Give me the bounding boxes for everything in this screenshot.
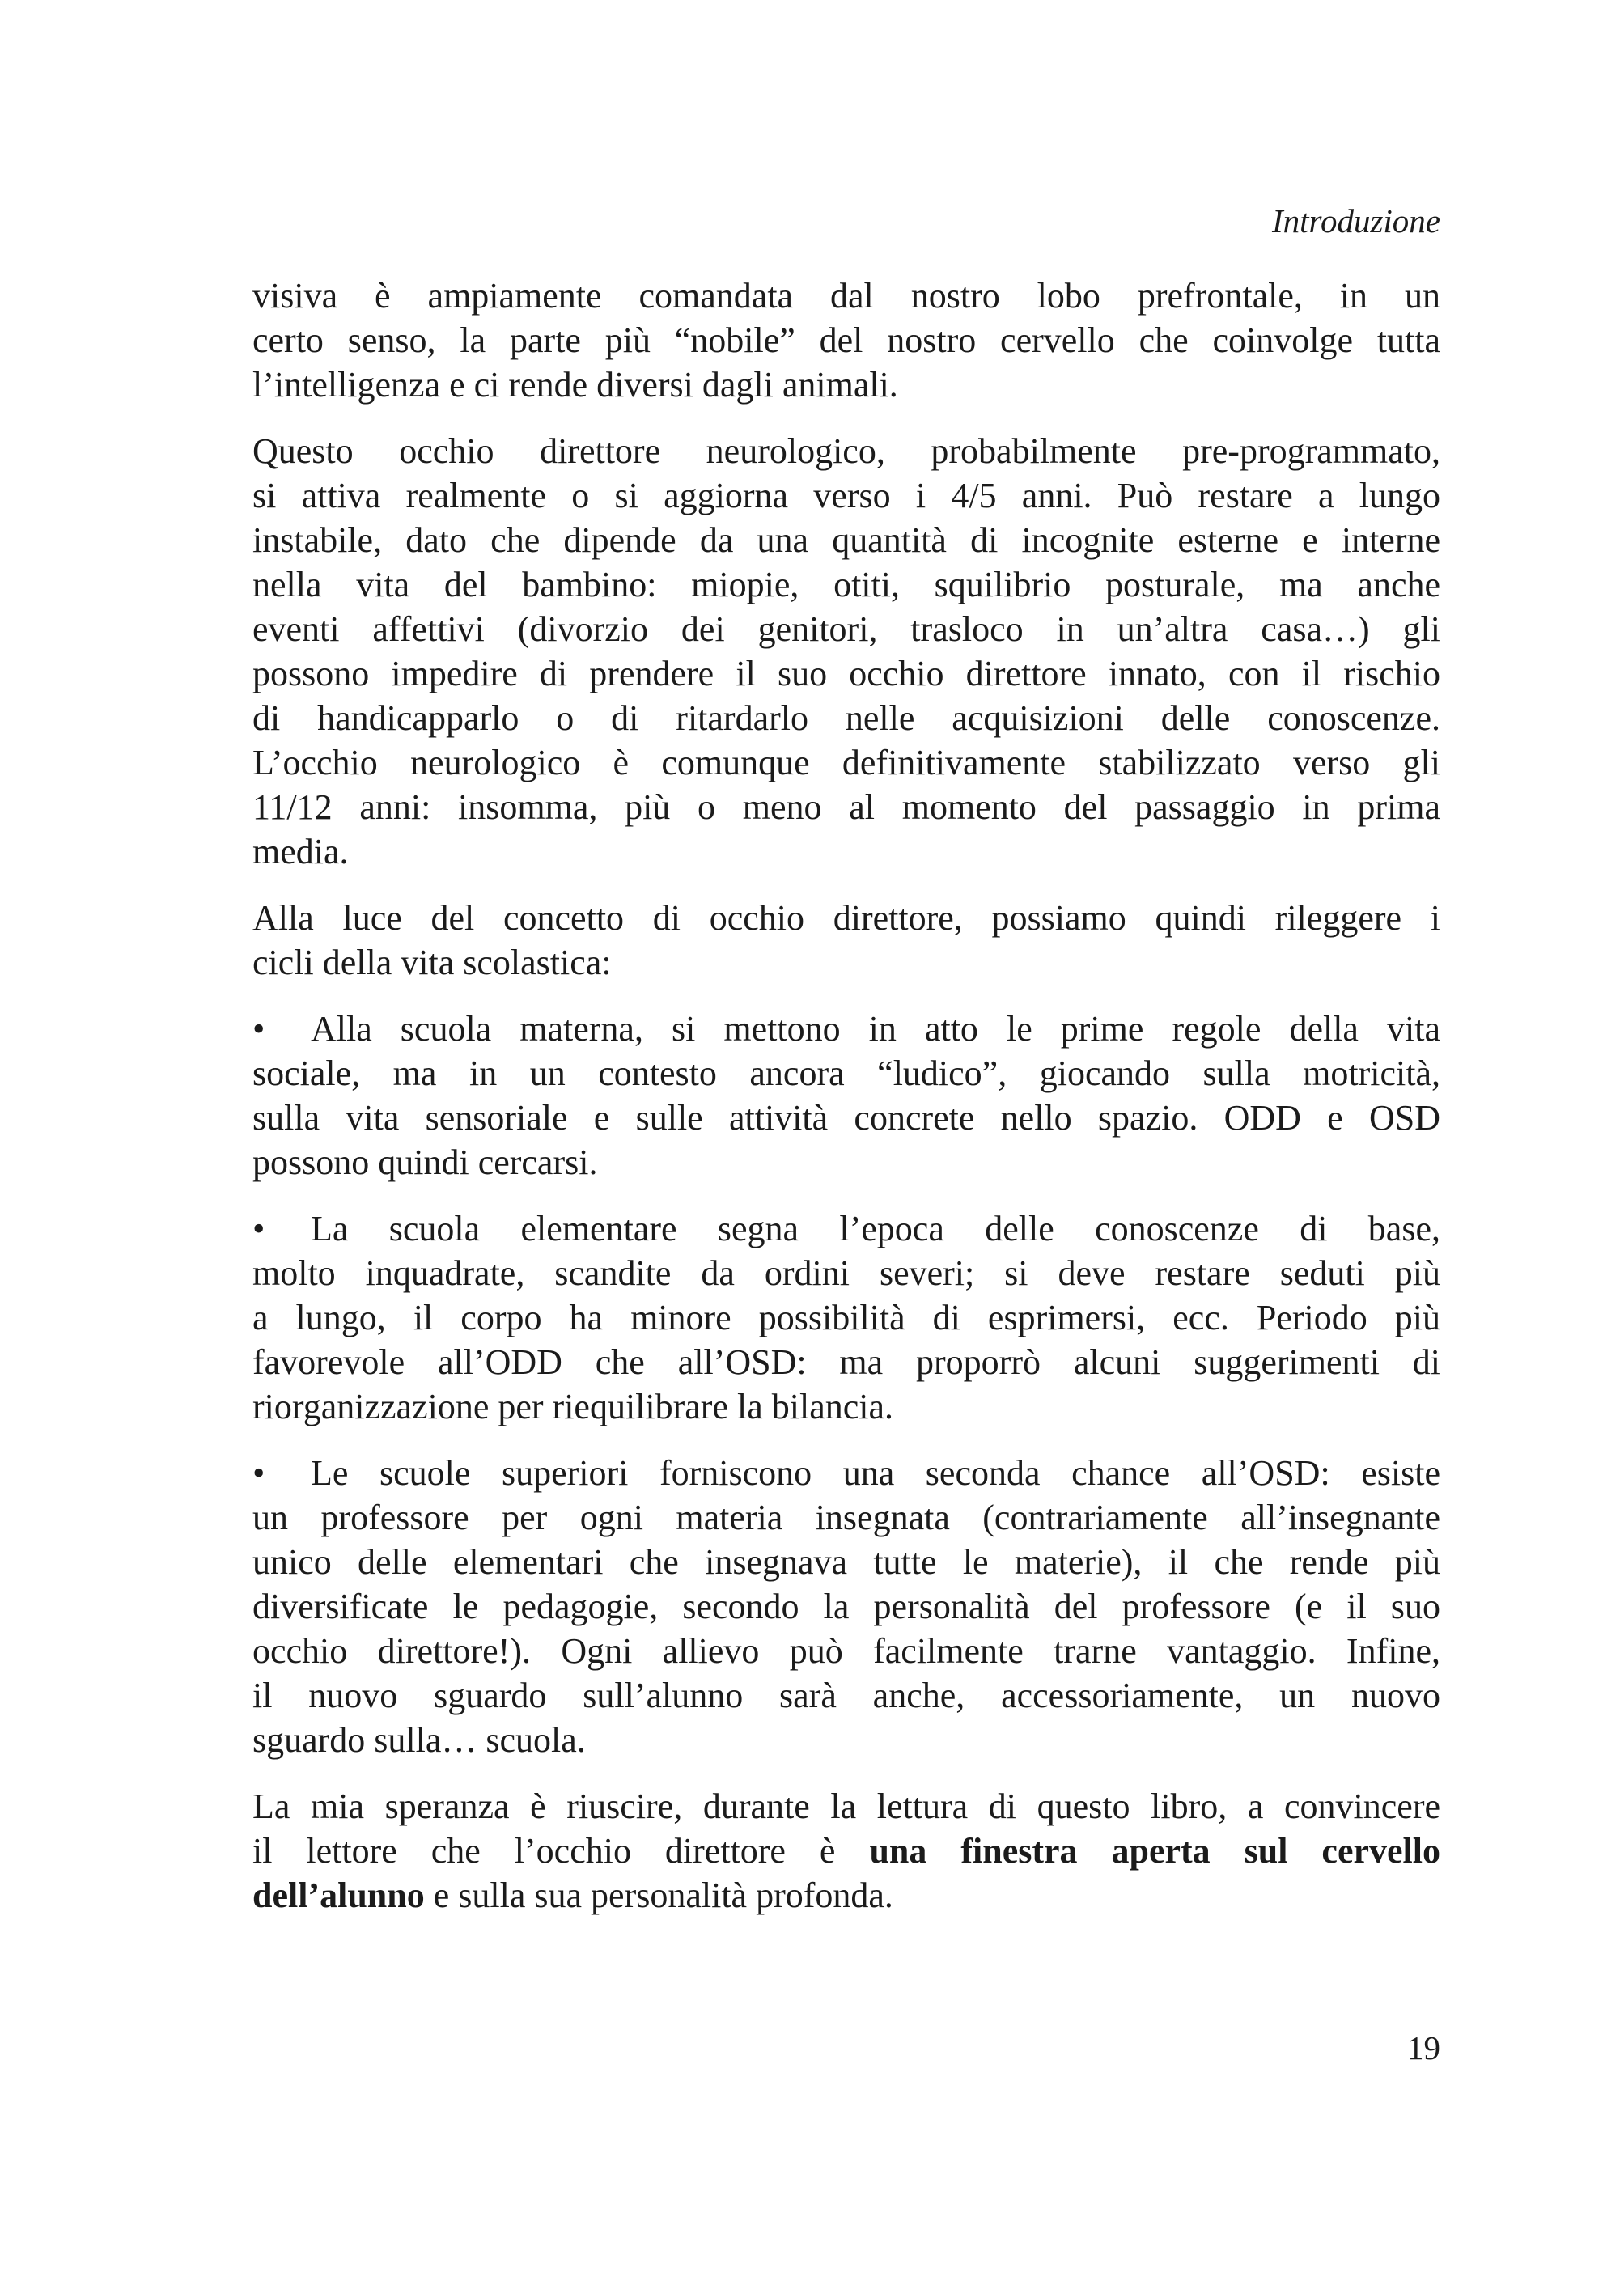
bold-text-segment: dell’alunno bbox=[252, 1876, 425, 1915]
text-segment: Questo occhio direttore neurologico, probabilmente pre-programmato, bbox=[252, 431, 1440, 471]
text-segment: eventi affettivi (divorzio dei genitori, trasloco in un’altra casa…) gli bbox=[252, 609, 1440, 649]
text-line bbox=[252, 1206, 1440, 1251]
bullet-item bbox=[252, 1206, 1440, 1429]
text-line bbox=[252, 1629, 1440, 1673]
text-line bbox=[252, 473, 1440, 518]
text-segment: l’intelligenza e ci rende diversi dagli animali. bbox=[252, 365, 898, 405]
text-line bbox=[252, 362, 1440, 407]
text-segment: possono quindi cercarsi. bbox=[252, 1142, 598, 1182]
text-line bbox=[252, 1295, 1440, 1340]
text-segment: media. bbox=[252, 832, 349, 871]
text-line bbox=[252, 1784, 1440, 1829]
text-segment: sulla vita sensoriale e sulle attività concrete nello spazio. ODD e OSD bbox=[252, 1098, 1440, 1138]
paragraph bbox=[252, 429, 1440, 874]
text-segment: di handicapparlo o di ritardarlo nelle acquisizioni delle conoscenze. bbox=[252, 698, 1440, 738]
text-segment: e sulla sua personalità profonda. bbox=[424, 1876, 893, 1915]
text-line bbox=[252, 1540, 1440, 1584]
text-segment: il nuovo sguardo sull’alunno sarà anche, accessoriamente, un nuovo bbox=[252, 1676, 1440, 1715]
text-segment: Alla luce del concetto di occhio direttore, possiamo quindi rileggere i bbox=[252, 898, 1440, 938]
text-segment: a lungo, il corpo ha minore possibilità di esprimersi, ecc. Periodo più bbox=[252, 1298, 1440, 1337]
text-line bbox=[252, 785, 1440, 829]
text-line bbox=[252, 1584, 1440, 1629]
text-line bbox=[252, 518, 1440, 562]
bullet-marker: • bbox=[252, 1453, 265, 1493]
text-line bbox=[252, 1340, 1440, 1384]
text-line bbox=[252, 1007, 1440, 1051]
text-line bbox=[252, 429, 1440, 473]
text-segment: certo senso, la parte più “nobile” del nostro cervello che coinvolge tutta bbox=[252, 320, 1440, 360]
text-segment: La scuola elementare segna l’epoca delle conoscenze di base, bbox=[311, 1209, 1440, 1248]
text-segment: visiva è ampiamente comandata dal nostro lobo prefrontale, in un bbox=[252, 276, 1440, 316]
text-line bbox=[252, 829, 1440, 874]
running-header: Introduzione bbox=[1271, 202, 1440, 239]
text-line bbox=[252, 1251, 1440, 1295]
text-segment: un professore per ogni materia insegnata (contrariamente all’insegnante bbox=[252, 1498, 1440, 1537]
text-segment: nella vita del bambino: miopie, otiti, squilibrio posturale, ma anche bbox=[252, 565, 1440, 604]
text-segment: 11/12 anni: insomma, più o meno al momento del passaggio in prima bbox=[252, 787, 1440, 827]
text-line bbox=[252, 1140, 1440, 1185]
text-segment: sociale, ma in un contesto ancora “ludico”, giocando sulla motricità, bbox=[252, 1053, 1440, 1093]
text-segment: Alla scuola materna, si mettono in atto le prime regole della vita bbox=[311, 1009, 1440, 1049]
text-segment: L’occhio neurologico è comunque definitivamente stabilizzato verso gli bbox=[252, 743, 1440, 782]
text-line bbox=[252, 1718, 1440, 1762]
text-line bbox=[252, 1673, 1440, 1718]
text-segment: unico delle elementari che insegnava tutte le materie), il che rende più bbox=[252, 1542, 1440, 1582]
text-line bbox=[252, 940, 1440, 985]
text-segment: Le scuole superiori forniscono una seconda chance all’OSD: esiste bbox=[311, 1453, 1440, 1493]
text-line bbox=[252, 696, 1440, 740]
text-segment: occhio direttore!). Ogni allievo può facilmente trarne vantaggio. Infine, bbox=[252, 1631, 1440, 1671]
text-line bbox=[252, 1451, 1440, 1495]
text-line bbox=[252, 1384, 1440, 1429]
text-segment: sguardo sulla… scuola. bbox=[252, 1720, 586, 1760]
page-number: 19 bbox=[1407, 2029, 1440, 2066]
bullet-item bbox=[252, 1451, 1440, 1762]
text-line bbox=[252, 651, 1440, 696]
text-line bbox=[252, 1051, 1440, 1096]
text-segment: il lettore che l’occhio direttore è bbox=[252, 1831, 870, 1871]
text-line bbox=[252, 273, 1440, 318]
bold-text-segment: una finestra aperta sul cervello bbox=[869, 1831, 1440, 1871]
bullet-marker: • bbox=[252, 1009, 265, 1049]
text-line bbox=[252, 607, 1440, 651]
paragraph bbox=[252, 896, 1440, 985]
paragraph bbox=[252, 1784, 1440, 1918]
text-line bbox=[252, 1495, 1440, 1540]
paragraph bbox=[252, 273, 1440, 407]
bullet-item bbox=[252, 1007, 1440, 1185]
text-segment: instabile, dato che dipende da una quantità di incognite esterne e interne bbox=[252, 520, 1440, 560]
text-segment: diversificate le pedagogie, secondo la personalità del professore (e il suo bbox=[252, 1587, 1440, 1626]
text-line bbox=[252, 740, 1440, 785]
text-segment: molto inquadrate, scandite da ordini severi; si deve restare seduti più bbox=[252, 1253, 1440, 1293]
text-line bbox=[252, 1873, 1440, 1918]
text-line bbox=[252, 896, 1440, 940]
text-line bbox=[252, 1096, 1440, 1140]
body-text bbox=[252, 273, 1440, 1918]
text-line bbox=[252, 318, 1440, 362]
bullet-marker: • bbox=[252, 1209, 265, 1248]
text-segment: favorevole all’ODD che all’OSD: ma proporrò alcuni suggerimenti di bbox=[252, 1342, 1440, 1382]
text-segment: si attiva realmente o si aggiorna verso i 4/5 anni. Può restare a lungo bbox=[252, 476, 1440, 515]
text-line bbox=[252, 562, 1440, 607]
text-segment: cicli della vita scolastica: bbox=[252, 943, 612, 982]
text-segment: possono impedire di prendere il suo occhio direttore innato, con il rischio bbox=[252, 654, 1440, 693]
text-line bbox=[252, 1829, 1440, 1873]
text-segment: La mia speranza è riuscire, durante la lettura di questo libro, a convincere bbox=[252, 1787, 1440, 1826]
text-segment: riorganizzazione per riequilibrare la bilancia. bbox=[252, 1387, 893, 1426]
